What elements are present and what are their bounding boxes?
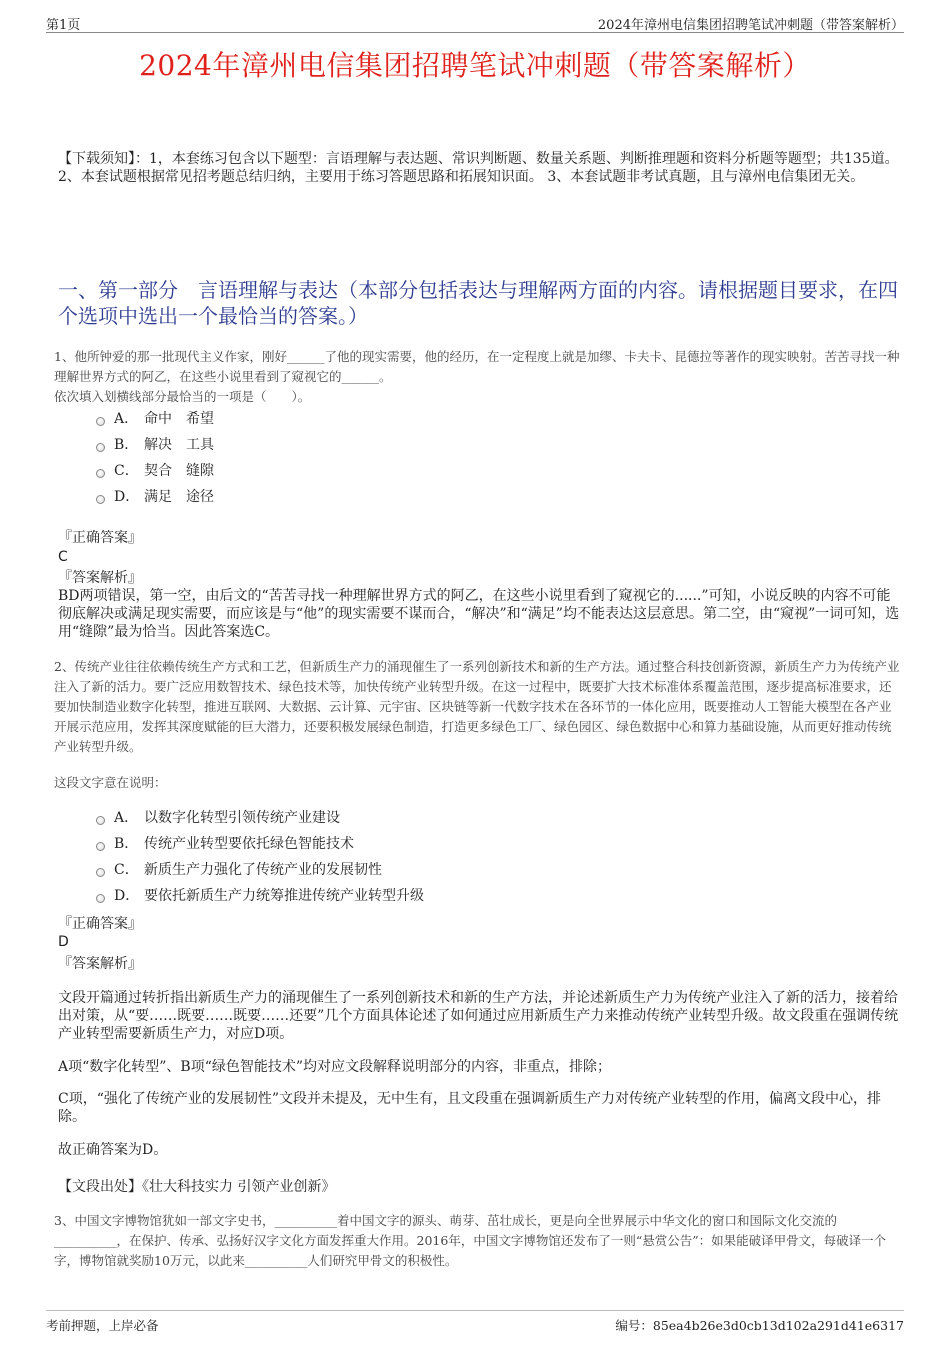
correct-answer-label: 『正确答案』 bbox=[58, 916, 142, 932]
question-2-option-a[interactable] bbox=[96, 808, 340, 828]
analysis-label: 『答案解析』 bbox=[58, 956, 142, 972]
option-letter: D． bbox=[114, 888, 140, 904]
question-3-text: 3、中国文字博物馆犹如一部文字史书，__________着中国文字的源头、萌芽、茁壮成长，更是向全世界展示中华文化的窗口和国际文化交流的__________，在保护、传承、弘扬好汉字文化方面发挥重大作用。2016年，中国文字博物馆还发布了一则“悬赏公告”：如果能破译甲骨文，每破译一个字，博物馆就奖励10万元，以此来__________人们研究甲骨文的积极性。 bbox=[54, 1213, 887, 1268]
option-text: 新质生产力强化了传统产业的发展韧性 bbox=[144, 862, 382, 878]
section-title: 一、第一部分 言语理解与表达（本部分包括表达与理解两方面的内容。请根据题目要求，在四个选项中选出一个最恰当的答案。） bbox=[58, 278, 898, 328]
radio-icon[interactable] bbox=[96, 495, 105, 504]
question-2-option-b[interactable] bbox=[96, 834, 354, 854]
header-doc-title: 2024年漳州电信集团招聘笔试冲刺题（带答案解析） bbox=[597, 18, 904, 33]
header-divider bbox=[46, 32, 904, 33]
question-1-option-a[interactable] bbox=[96, 409, 214, 429]
radio-icon[interactable] bbox=[96, 868, 105, 877]
document-title: 2024年漳州电信集团招聘笔试冲刺题（带答案解析） bbox=[139, 49, 811, 82]
question-2-prompt: 这段文字意在说明： bbox=[54, 775, 167, 790]
page-number: 第1页 bbox=[46, 18, 81, 33]
option-text: 契合 缝隙 bbox=[144, 463, 214, 479]
analysis-label: 『答案解析』 bbox=[58, 570, 142, 586]
download-notice: 【下载须知】：1，本套练习包含以下题型：言语理解与表达题、常识判断题、数量关系题、判断推理题和资料分析题等题型；共135道。 2、本套试题根据常见招考题总结归纳，主要用于练习答题思路和拓展知识面。 3、本套试题非考试真题，且与漳州电信集团无关。 bbox=[58, 151, 899, 185]
question-2-analysis-p2: A项“数字化转型”、B项“绿色智能技术”均对应文段解释说明部分的内容，非重点，排除； bbox=[58, 1059, 612, 1075]
radio-icon[interactable] bbox=[96, 417, 105, 426]
question-2-option-d[interactable] bbox=[96, 886, 424, 906]
question-2-answer: D bbox=[58, 934, 69, 950]
option-text: 以数字化转型引领传统产业建设 bbox=[144, 810, 340, 826]
footer-doc-id: 编号：85ea4b26e3d0cb13d102a291d41e6317 bbox=[615, 1318, 904, 1333]
radio-icon[interactable] bbox=[96, 816, 105, 825]
option-letter: A． bbox=[114, 810, 139, 826]
footer-slogan: 考前押题，上岸必备 bbox=[46, 1318, 159, 1333]
radio-icon[interactable] bbox=[96, 469, 105, 478]
option-text: 命中 希望 bbox=[144, 411, 214, 427]
option-letter: C． bbox=[114, 862, 139, 878]
option-letter: A． bbox=[114, 411, 139, 427]
question-1-option-c[interactable] bbox=[96, 461, 214, 481]
radio-icon[interactable] bbox=[96, 842, 105, 851]
question-2-source: 【文段出处】《壮大科技实力 引领产业创新》 bbox=[58, 1179, 336, 1195]
option-text: 要依托新质生产力统筹推进传统产业转型升级 bbox=[144, 888, 424, 904]
question-1-text: 1、他所钟爱的那一批现代主义作家，刚好______了他的现实需要，他的经历，在一定程度上就是加缪、卡夫卡、昆德拉等著作的现实映射。苦苦寻找一种理解世界方式的阿乙，在这些小说里看到了窥视它的______。 bbox=[54, 349, 900, 384]
option-letter: B． bbox=[114, 836, 139, 852]
question-1-analysis: BD两项错误，第一空，由后文的“苦苦寻找一种理解世界方式的阿乙，在这些小说里看到了窥视它的......”可知，小说反映的内容不可能彻底解决或满足现实需要，而应该是与“他”的现实需要不谋而合，“解决”和“满足”均不能表达这层意思。第二空，由“窥视”一词可知，选用“缝隙”最为恰当。因此答案选C。 bbox=[58, 588, 900, 640]
option-text: 满足 途径 bbox=[144, 489, 214, 505]
question-1-prompt: 依次填入划横线部分最恰当的一项是（ ）。 bbox=[54, 389, 311, 404]
option-text: 传统产业转型要依托绿色智能技术 bbox=[144, 836, 354, 852]
question-2-analysis-p4: 故正确答案为D。 bbox=[58, 1142, 168, 1158]
footer-divider bbox=[46, 1310, 904, 1311]
question-2-analysis-p3: C项，“强化了传统产业的发展韧性”文段并未提及，无中生有，且文段重在强调新质生产力对传统产业转型的作用，偏离文段中心，排除。 bbox=[58, 1091, 882, 1125]
option-letter: C． bbox=[114, 463, 139, 479]
question-1-option-b[interactable] bbox=[96, 435, 214, 455]
question-2-option-c[interactable] bbox=[96, 860, 382, 880]
correct-answer-label: 『正确答案』 bbox=[58, 530, 142, 546]
question-1-option-d[interactable] bbox=[96, 487, 214, 507]
question-1-answer: C bbox=[58, 549, 68, 565]
option-text: 解决 工具 bbox=[144, 437, 214, 453]
question-2-text: 2、传统产业往往依赖传统生产方式和工艺，但新质生产力的涌现催生了一系列创新技术和新的生产方法。通过整合科技创新资源，新质生产力为传统产业注入了新的活力。要广泛应用数智技术、绿色技术等，加快传统产业转型升级。在这一过程中，既要扩大技术标准体系覆盖范围，逐步提高标准要求，还要加快制造业数字化转型，推进互联网、大数据、云计算、元宇宙、区块链等新一代数字技术在各环节的一体化应用，既要推动人工智能大模型在各产业开展示范应用，发挥其深度赋能的巨大潜力，还要积极发展绿色制造，打造更多绿色工厂、绿色园区、绿色数据中心和算力基础设施，从而更好推动传统产业转型升级。 bbox=[54, 659, 900, 754]
question-2-analysis-p1: 文段开篇通过转折指出新质生产力的涌现催生了一系列创新技术和新的生产方法，并论述新质生产力为传统产业注入了新的活力，接着给出对策，从“要……既要……既要……还要”几个方面具体论述了如何通过应用新质生产力来推动传统产业转型升级。故文段重在强调传统产业转型需要新质生产力，对应D项。 bbox=[58, 990, 899, 1042]
option-letter: D． bbox=[114, 489, 140, 505]
radio-icon[interactable] bbox=[96, 894, 105, 903]
option-letter: B． bbox=[114, 437, 139, 453]
radio-icon[interactable] bbox=[96, 443, 105, 452]
